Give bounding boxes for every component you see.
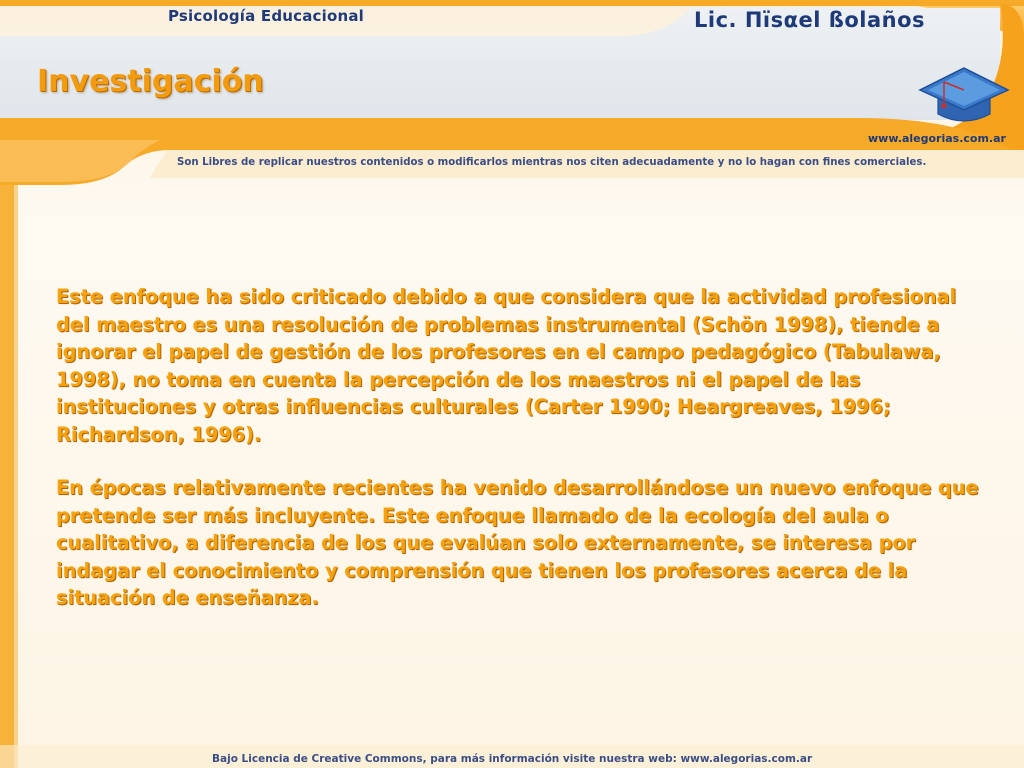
- footer-license: Bajo Licencia de Creative Commons, para más información visite nuestra web: www.alegorias.com.ar: [212, 753, 813, 765]
- website-link[interactable]: www.alegorias.com.ar: [868, 132, 1006, 145]
- graduation-cap-icon: [918, 64, 1010, 134]
- slide-body: [56, 283, 986, 638]
- slide-title: Investigación: [37, 64, 264, 99]
- body-paragraph: En épocas relativamente recientes ha venido desarrollándose un nuevo enfoque que pretende ser más incluyente. Este enfoque llamado de la ecología del aula o cualitativo, a diferencia de los que evalúan solo externamente, se interesa por indagar el conocimiento y comprensión que tienen los profesores acerca de la situación de enseñanza.: [56, 476, 979, 609]
- author-name: Lic. Πïsαel ßolaños: [694, 8, 926, 32]
- course-title: Psicología Educacional: [168, 7, 365, 25]
- body-paragraph: Este enfoque ha sido criticado debido a que considera que la actividad profesional del maestro es una resolución de problemas instrumental (Schön 1998), tiende a ignorar el papel de gestión de los profesores en el campo pedagógico (Tabulawa, 1998), no toma en cuenta la percepción de los maestros ni el papel de las instituciones y otras influencias culturales (Carter 1990; Heargreaves, 1996; Richardson, 1996).: [56, 285, 957, 446]
- license-notice: Son Libres de replicar nuestros contenidos o modificarlos mientras nos citen adecuadamente y no lo hagan con fines comerciales.: [177, 157, 927, 168]
